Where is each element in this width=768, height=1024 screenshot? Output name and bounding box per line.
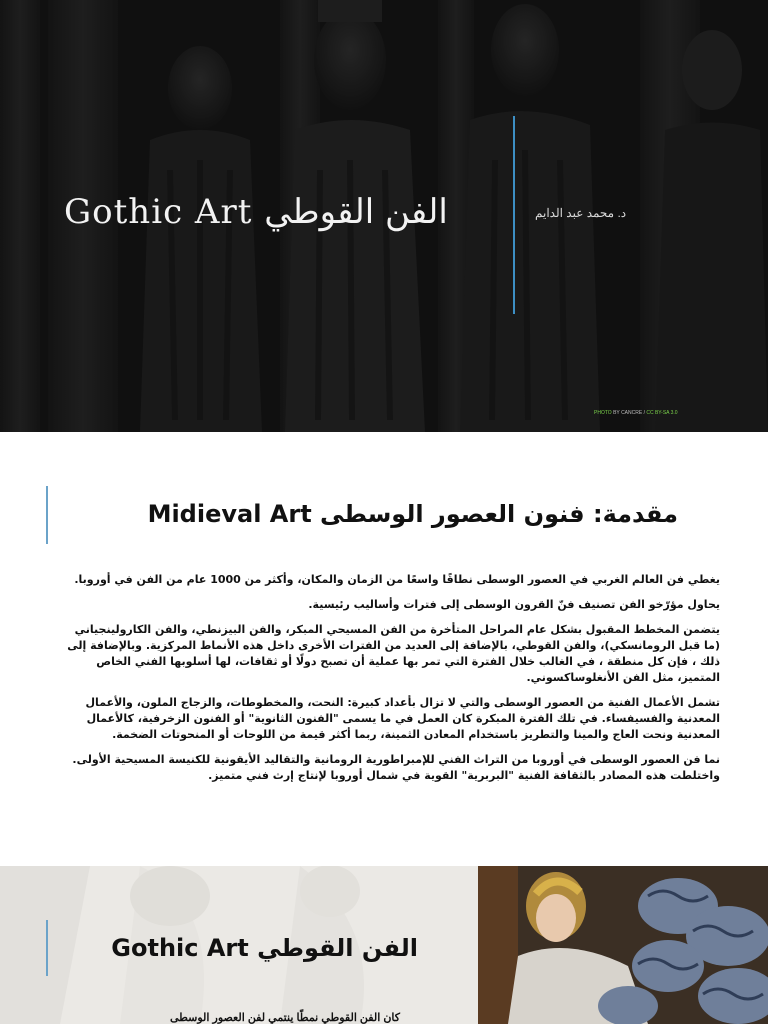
intro-paragraph: يتضمن المخطط المقبول بشكل عام المراحل المتأخرة من الفن المسيحي المبكر، والفن البيزنطي، والفن الكارولينجياني (ما قبل الرومانسكي)، والفن القوطي، بالإضافة إلى العديد من الفترات الأخرى داخل هذه الأنماط المركزية. وبالإضافة إلى ذلك ، فإن كل منطقة ، في الغالب خلال الفترة التي تمر بها عملية أن تصبح دولًا أو ثقافات، لها أسلوبها الفني الخاص المتميز، مثل الفن الأنغلوساكسوني. (67, 623, 720, 684)
gothic-heading: الفن القوطي Gothic Art (111, 934, 418, 962)
intro-paragraph: يحاول مؤرّخو الفن تصنيف فنّ القرون الوسطى إلى فترات وأساليب رئيسية. (308, 598, 720, 611)
heading-accent-bar (46, 486, 48, 544)
author-name: د. محمد عبد الدايم (535, 206, 627, 220)
intro-paragraph: تشمل الأعمال الفنية من العصور الوسطى والتي لا تزال بأعداد كبيرة: النحت، والمخطوطات، والزجاج الملون، والأعمال المعدنية والفسيفساء. في تلك الفترة المبكرة كان العمل في ما يسمى "الفنون الثانوية" أو الفنون الزخرفية، كالأعمال المعدنية ونحت العاج والمينا والتطريز باستخدام المعادن الثمينة، ربما أكثر قيمة من اللوحات أو المنحوتات الضخمة. (85, 696, 720, 741)
title-slide (0, 0, 768, 432)
intro-paragraph: يغطي فن العالم الغربي في العصور الوسطى نطاقًا واسعًا من الزمان والمكان، وأكثر من 1000 عام من الفن في أوروبا. (74, 573, 720, 586)
photo-credit (594, 410, 678, 416)
intro-body (66, 572, 720, 793)
license-link[interactable]: CC BY-SA 3.0 (646, 410, 678, 416)
intro-heading: مقدمة: فنون العصور الوسطى Midieval Art (147, 500, 678, 528)
title-divider (513, 116, 515, 314)
presentation-title: Gothic Art الفن القوطي (64, 192, 448, 232)
gothic-angel-photo (478, 866, 768, 1024)
intro-slide (0, 432, 768, 838)
gothic-body: كان الفن القوطي نمطًا ينتمي لفن العصور الوسطى (169, 1012, 400, 1024)
gothic-art-slide (0, 866, 768, 1024)
intro-paragraph: نما فن العصور الوسطى في أوروبا من التراث الفني للإمبراطورية الرومانية والتقاليد الأيقونية للكنيسة المسيحية الأولى. واختلطت هذه المصادر بالثقافة الفنية "البربرية" القوية في شمال أوروبا لإنتاج إرث فني متميز. (72, 753, 720, 782)
photo-author: BY CANCRE / (613, 410, 645, 416)
heading-accent-bar (46, 920, 48, 976)
photo-link[interactable]: PHOTO (594, 410, 612, 416)
